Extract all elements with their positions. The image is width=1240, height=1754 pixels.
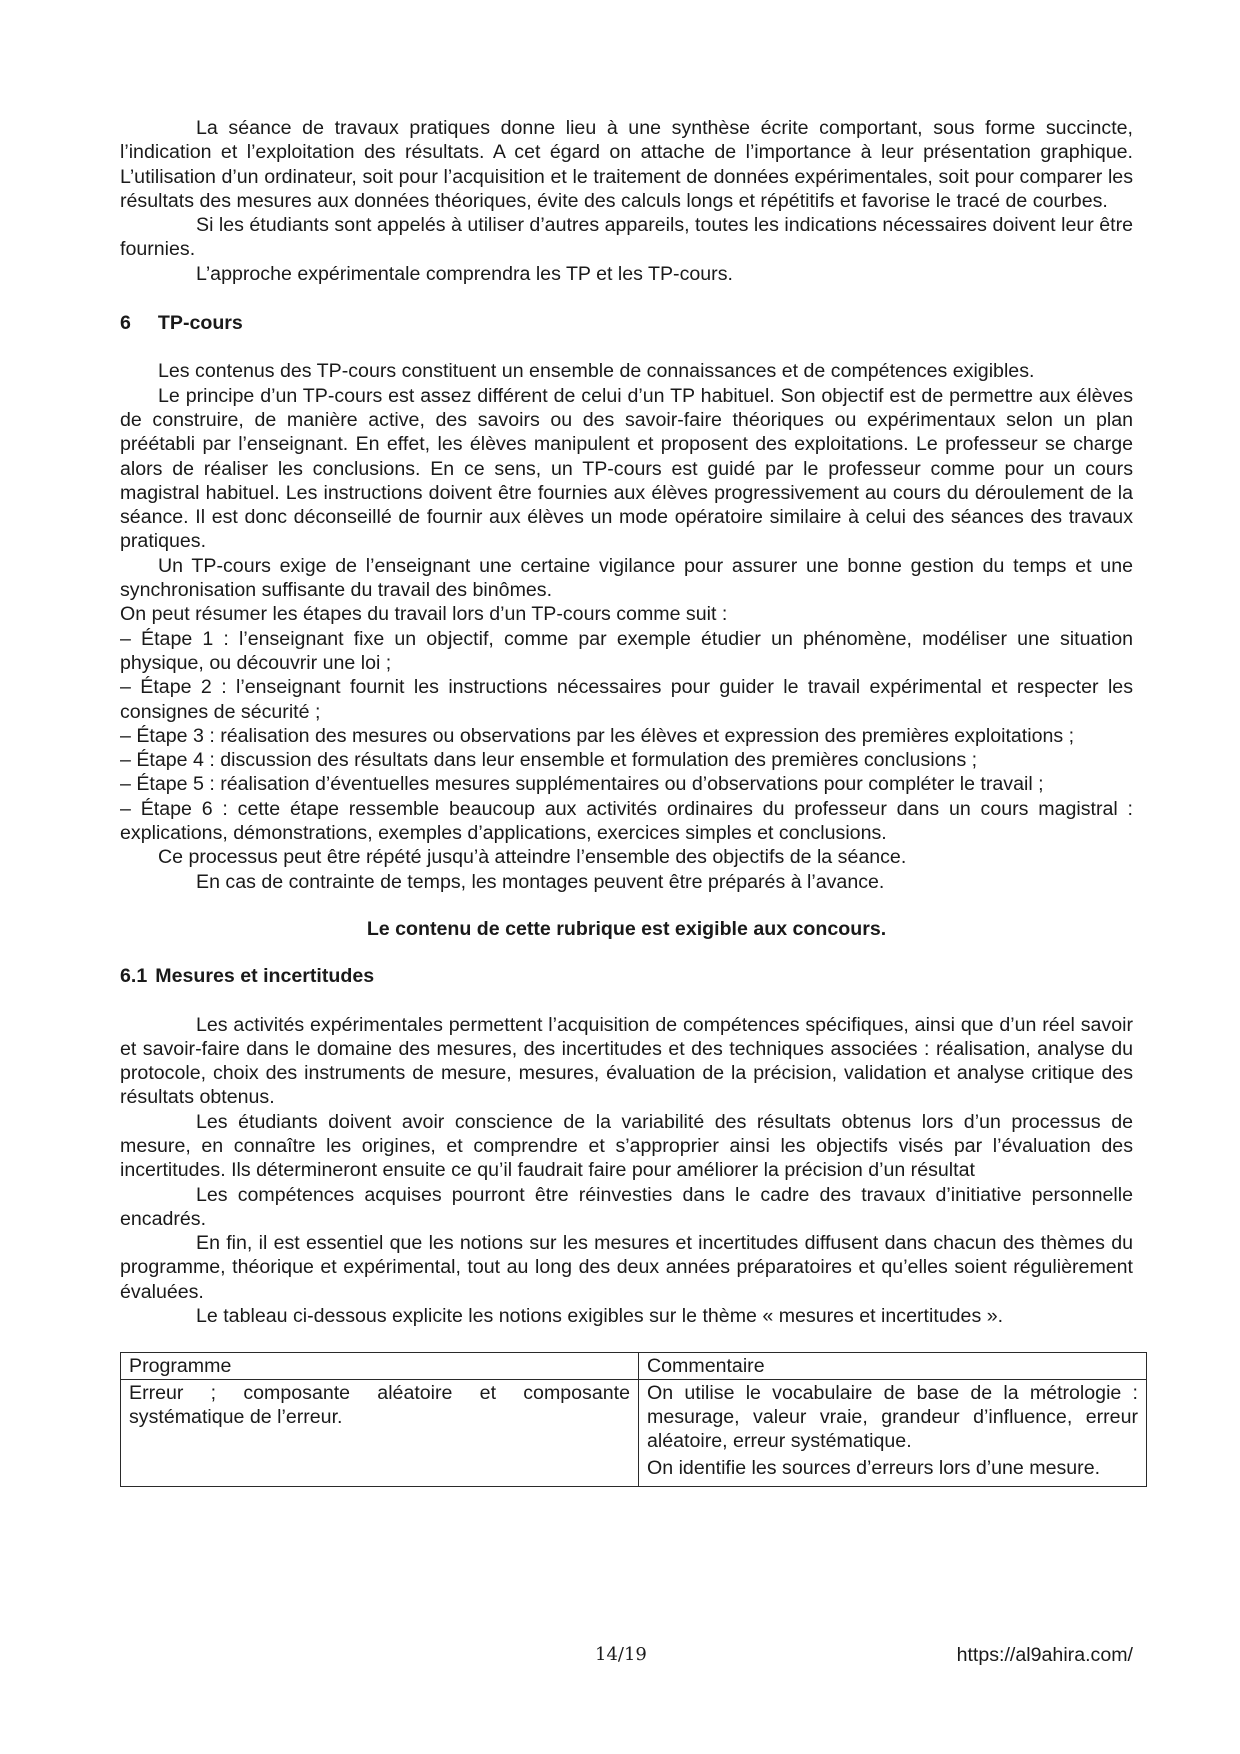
section-6-title: TP-cours (157, 312, 243, 335)
site-link[interactable]: https://al9ahira.com/ (956, 1644, 1133, 1666)
steps-intro: On peut résumer les étapes du travail lors d’un TP-cours comme suit : (120, 603, 728, 626)
section-6-1-number: 6.1 (120, 965, 148, 988)
section-6-1-paragraph-2: Les étudiants doivent avoir conscience de la variabilité des résultats obtenus lors d’un processus de mesure, en connaître les origines, et comprendre et s’approprier ainsi les objectifs visés par l’évaluation des incertitudes. Ils détermineront ensuite ce qu’il faudrait faire pour améliorer la précision d’un résultat (120, 1110, 1133, 1182)
programme-text: Erreur ; composante aléatoire et composante systématique de l’erreur. (129, 1381, 630, 1428)
table-header-programme: Programme (121, 1353, 639, 1379)
page-footer (0, 1643, 1240, 1673)
step-item: – Étape 1 : l’enseignant fixe un objectif, comme par exemple étudier un phénomène, modéliser une situation physique, ou découvrir une loi ; (120, 627, 1133, 674)
section-6-paragraph-1: Les contenus des TP-cours constituent un ensemble de connaissances et de compétences exigibles. (158, 360, 1035, 383)
section-6-heading (120, 311, 1133, 335)
exigible-notice: Le contenu de cette rubrique est exigible aux concours. (366, 917, 887, 940)
intro-paragraph-1: La séance de travaux pratiques donne lieu à une synthèse écrite comportant, sous forme succincte, l’indication et l’exploitation des résultats. A cet égard on attache de l’importance à leur présentation graphique. L’utilisation d’un ordinateur, soit pour l’acquisition et le traitement de données expérimentales, soit pour comparer les résultats des mesures aux données théoriques, évite des calculs longs et répétitifs et favorise le tracé de courbes. (120, 117, 1133, 212)
section-6-paragraph-3: Un TP-cours exige de l’enseignant une certaine vigilance pour assurer une bonne gestion du temps et une synchronisation suffisante du travail des binômes. (120, 554, 1133, 602)
section-6-1-heading (120, 964, 1133, 988)
step-item: – Étape 6 : cette étape ressemble beaucoup aux activités ordinaires du professeur dans un cours magistral : explications, démonstrations, exemples d’applications, exercices simples et conclusions. (120, 797, 1133, 845)
commentaire-text-2: On identifie les sources d’erreurs lors d’une mesure. (647, 1456, 1101, 1479)
intro-paragraph-2: Si les étudiants sont appelés à utiliser d’autres appareils, toutes les indications nécessaires doivent leur être fournies. (120, 214, 1133, 261)
section-6-1-paragraph-4: En fin, il est essentiel que les notions sur les mesures et incertitudes diffusent dans chacun des thèmes du programme, théorique et expérimental, tout au long des deux années préparatoires et qu’elles soient régulièrement évaluées. (120, 1232, 1133, 1303)
table-header-commentaire: Commentaire (639, 1353, 1147, 1379)
notions-table (120, 1352, 1147, 1486)
steps-list (120, 627, 1133, 846)
section-6-1-title: Mesures et incertitudes (155, 965, 375, 988)
section-6-paragraph-2: Le principe d’un TP-cours est assez différent de celui d’un TP habituel. Son objectif est de permettre aux élèves de construire, de manière active, des savoirs ou des savoir-faire théoriques ou expérimentaux selon un plan préétabli par l’enseignant. En effet, les élèves manipulent et proposent des exploitations. Le professeur se charge alors de réaliser les conclusions. En ce sens, un TP-cours est guidé par le professeur comme pour un cours magistral habituel. Les instructions doivent être fournies aux élèves progressivement au cours du déroulement de la séance. Il est donc déconseillé de fournir aux élèves un mode opératoire similaire à celui des séances des travaux pratiques. (120, 384, 1133, 553)
table-cell-programme (121, 1379, 639, 1486)
table-header-row (121, 1353, 1147, 1379)
section-6-1-paragraph-3: Les compétences acquises pourront être réinvesties dans le cadre des travaux d’initiative personnelle encadrés. (120, 1183, 1133, 1230)
intro-paragraph-3: L’approche expérimentale comprendra les TP et les TP-cours. (196, 262, 733, 285)
step-item: – Étape 3 : réalisation des mesures ou observations par les élèves et expression des premières exploitations ; (120, 724, 1075, 747)
section-6-paragraph-5: En cas de contrainte de temps, les montages peuvent être préparés à l’avance. (196, 870, 885, 893)
table-cell-commentaire (639, 1379, 1147, 1486)
section-6-paragraph-4: Ce processus peut être répété jusqu’à atteindre l’ensemble des objectifs de la séance. (158, 846, 907, 869)
page-number: 14/19 (595, 1644, 647, 1665)
step-item: – Étape 4 : discussion des résultats dans leur ensemble et formulation des premières conclusions ; (120, 749, 978, 772)
section-6-1-paragraph-5: Le tableau ci-dessous explicite les notions exigibles sur le thème « mesures et incertitudes ». (196, 1305, 1004, 1328)
commentaire-text-1: On utilise le vocabulaire de base de la métrologie : mesurage, valeur vraie, grandeur d’influence, erreur aléatoire, erreur systématique. (647, 1381, 1138, 1453)
table-row (121, 1379, 1147, 1486)
step-item: – Étape 5 : réalisation d’éventuelles mesures supplémentaires ou d’observations pour compléter le travail ; (120, 773, 1044, 796)
section-6-number: 6 (120, 312, 131, 335)
step-item: – Étape 2 : l’enseignant fournit les instructions nécessaires pour guider le travail expérimental et respecter les consignes de sécurité ; (120, 676, 1133, 723)
section-6-1-paragraph-1: Les activités expérimentales permettent l’acquisition de compétences spécifiques, ainsi que d’un réel savoir et savoir-faire dans le domaine des mesures, des incertitudes et des techniques associées : réalisation, analyse du protocole, choix des instruments de mesure, mesures, évaluation de la précision, validation et analyse critique des résultats obtenus. (120, 1013, 1133, 1109)
